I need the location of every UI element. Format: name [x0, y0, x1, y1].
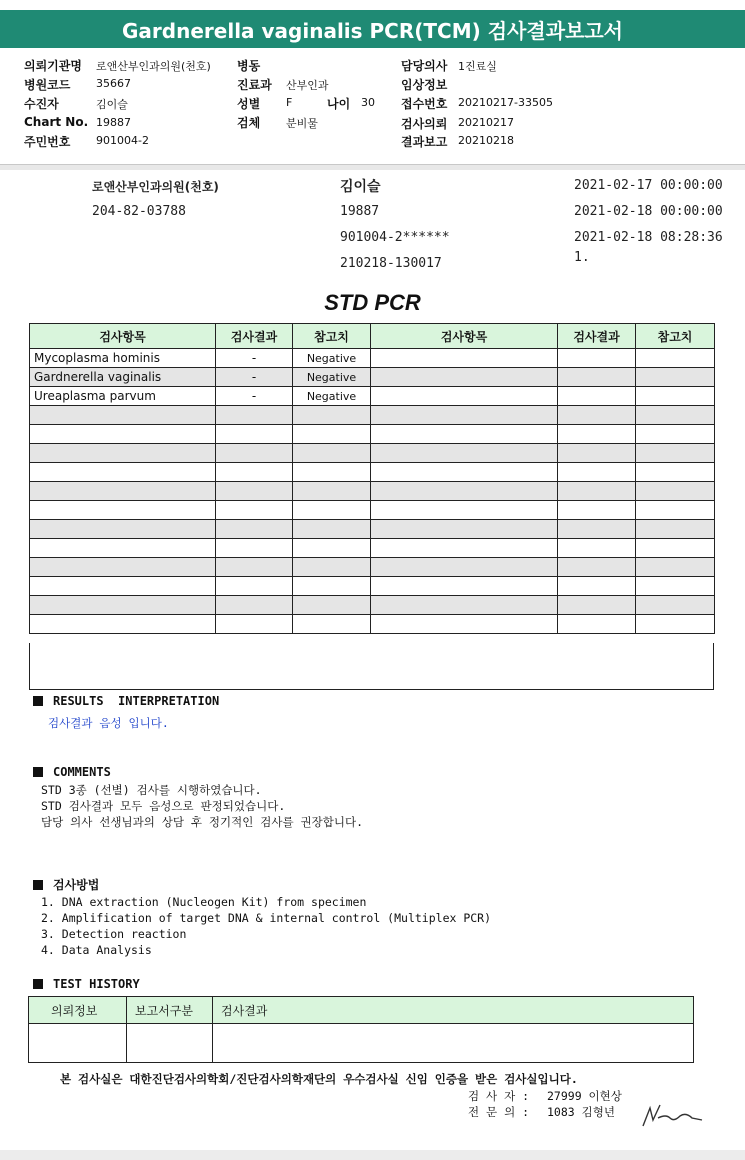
empty-cell [371, 577, 558, 596]
empty-cell [558, 425, 636, 444]
header-label: 임상정보 [401, 78, 448, 92]
table-row [30, 596, 715, 615]
examiner-value: 27999 이현상 [547, 1089, 622, 1103]
empty-cell [371, 463, 558, 482]
header-value: 19887 [96, 116, 131, 129]
section-title: STD PCR [324, 290, 421, 315]
test-history-heading [33, 977, 140, 991]
empty-cell [216, 406, 293, 425]
header-label: 병원코드 [24, 78, 71, 92]
empty-cell [216, 425, 293, 444]
square-bullet-icon [33, 696, 43, 706]
header-label: 검사의뢰 [401, 117, 448, 131]
header-value: 20210217-33505 [458, 96, 553, 109]
empty-cell [30, 425, 216, 444]
header-value: 901004-2 [96, 134, 149, 147]
test-result: - [216, 349, 293, 368]
certification-text: 본 검사실은 대한진단검사의학회/진단검사의학재단의 우수검사실 신임 인증을 받은 검사실입니다. [60, 1072, 578, 1086]
empty-cell [558, 558, 636, 577]
column-header: 검사항목 [371, 324, 558, 349]
method-line: 4. Data Analysis [41, 943, 152, 957]
column-header: 검사결과 [558, 324, 636, 349]
table-row [30, 406, 715, 425]
empty-cell [293, 596, 371, 615]
results-interpretation-title: RESULTS INTERPRETATION [53, 694, 220, 708]
comments-title: COMMENTS [53, 765, 111, 779]
table-row [30, 387, 715, 406]
empty-cell [216, 577, 293, 596]
comment-line: STD 검사결과 모두 음성으로 판정되었습니다. [41, 799, 286, 813]
test-item: Mycoplasma hominis [30, 349, 216, 368]
table-row [30, 501, 715, 520]
report-title: Gardnerella vaginalis PCR(TCM) 검사결과보고서 [0, 10, 745, 48]
table-row [29, 1024, 694, 1063]
table-row [30, 444, 715, 463]
header-label: Chart No. [24, 115, 89, 129]
result-table-header [30, 324, 715, 349]
empty-cell [30, 501, 216, 520]
patient-chart: 19887 [340, 204, 380, 219]
empty-cell [636, 577, 715, 596]
table-row [30, 520, 715, 539]
comment-line: STD 3종 (선별) 검사를 시행하였습니다. [41, 783, 262, 797]
empty-cell [293, 615, 371, 634]
empty-cell [636, 596, 715, 615]
header-value: 1진료실 [458, 60, 497, 73]
empty-cell [636, 615, 715, 634]
empty-cell [558, 615, 636, 634]
empty-cell [636, 406, 715, 425]
square-bullet-icon [33, 880, 43, 890]
empty-cell [371, 425, 558, 444]
patient-id: 901004-2****** [340, 230, 450, 245]
empty-cell [558, 368, 636, 387]
table-row [30, 425, 715, 444]
empty-cell [558, 596, 636, 615]
column-header: 참고치 [636, 324, 715, 349]
date-requested: 2021-02-18 00:00:00 [574, 204, 723, 219]
header-label: 결과보고 [401, 135, 448, 149]
method-line: 3. Detection reaction [41, 927, 187, 941]
header-value: F [286, 96, 293, 109]
table-row [30, 539, 715, 558]
empty-cell [371, 596, 558, 615]
empty-cell [293, 425, 371, 444]
header-divider [0, 164, 745, 170]
empty-cell [636, 387, 715, 406]
empty-cell [636, 463, 715, 482]
table-row [30, 463, 715, 482]
empty-cell [293, 539, 371, 558]
header-value: 김이슬 [96, 98, 128, 111]
result-table-footer-box [29, 643, 714, 690]
clinic-number: 204-82-03788 [92, 204, 186, 219]
empty-cell [293, 444, 371, 463]
empty-cell [30, 520, 216, 539]
empty-cell [216, 615, 293, 634]
column-header: 의뢰정보 [29, 997, 127, 1024]
table-row [30, 577, 715, 596]
table-row [30, 482, 715, 501]
empty-cell [371, 368, 558, 387]
results-interpretation-text: 검사결과 음성 입니다. [48, 716, 169, 730]
method-title: 검사방법 [53, 878, 100, 892]
column-header: 검사결과 [216, 324, 293, 349]
empty-cell [636, 501, 715, 520]
header-value: 20210217 [458, 116, 514, 129]
square-bullet-icon [33, 979, 43, 989]
empty-cell [636, 425, 715, 444]
empty-cell [636, 558, 715, 577]
column-header: 검사결과 [213, 997, 694, 1024]
examiner-label: 검 사 자 : [468, 1089, 530, 1103]
empty-cell [371, 615, 558, 634]
column-header: 보고서구분 [127, 997, 213, 1024]
empty-cell [293, 406, 371, 425]
empty-cell [216, 558, 293, 577]
empty-cell [371, 501, 558, 520]
sample-number: 210218-130017 [340, 256, 442, 271]
test-history-title: TEST HISTORY [53, 977, 140, 991]
empty-cell [636, 520, 715, 539]
column-header: 검사항목 [30, 324, 216, 349]
empty-cell [216, 596, 293, 615]
empty-cell [558, 349, 636, 368]
header-label: 수진자 [24, 97, 59, 111]
reference-value: Negative [293, 349, 371, 368]
table-row [30, 615, 715, 634]
date-reported: 2021-02-18 08:28:36 [574, 230, 723, 245]
test-result: - [216, 387, 293, 406]
empty-cell [371, 482, 558, 501]
empty-cell [636, 349, 715, 368]
patient-name: 김이슬 [340, 179, 381, 195]
empty-cell [558, 482, 636, 501]
empty-cell [30, 615, 216, 634]
empty-cell [371, 349, 558, 368]
empty-cell [558, 520, 636, 539]
test-item: Gardnerella vaginalis [30, 368, 216, 387]
method-heading [33, 876, 99, 893]
empty-cell [293, 577, 371, 596]
header-value: 산부인과 [286, 79, 329, 92]
empty-cell [30, 558, 216, 577]
empty-cell [293, 520, 371, 539]
age-label: 나이 [327, 97, 351, 111]
empty-cell [30, 406, 216, 425]
empty-cell [216, 539, 293, 558]
header-value: 20210218 [458, 134, 514, 147]
comment-line: 담당 의사 선생님과의 상담 후 정기적인 검사를 권장합니다. [41, 815, 364, 829]
empty-cell [558, 577, 636, 596]
method-line: 1. DNA extraction (Nucleogen Kit) from specimen [41, 895, 367, 909]
history-table-header [29, 997, 694, 1024]
table-row [30, 368, 715, 387]
header-label: 접수번호 [401, 97, 448, 111]
empty-cell [30, 444, 216, 463]
test-result: - [216, 368, 293, 387]
empty-cell [293, 501, 371, 520]
empty-cell [216, 463, 293, 482]
specialist-label: 전 문 의 : [468, 1105, 530, 1119]
header-label: 담당의사 [401, 59, 448, 73]
empty-cell [558, 406, 636, 425]
header-value: 분비물 [286, 117, 318, 130]
empty-cell [30, 463, 216, 482]
header-value: 35667 [96, 77, 131, 90]
header-label: 성별 [237, 97, 261, 111]
empty-cell [30, 596, 216, 615]
date-received: 2021-02-17 00:00:00 [574, 178, 723, 193]
specialist-value: 1083 김형년 [547, 1105, 615, 1119]
empty-cell [216, 501, 293, 520]
empty-cell [636, 368, 715, 387]
empty-cell [213, 1024, 694, 1063]
comments-heading [33, 765, 111, 779]
date-reported-tail: 1. [574, 250, 590, 265]
reference-value: Negative [293, 387, 371, 406]
page-bottom-bar [0, 1150, 745, 1160]
header-label: 검체 [237, 116, 261, 130]
empty-cell [30, 539, 216, 558]
result-table [29, 323, 715, 634]
empty-cell [371, 444, 558, 463]
clinic-name: 로앤산부인과의원(천호) [92, 180, 219, 194]
test-history-table [28, 996, 694, 1063]
header-label: 병동 [237, 59, 261, 73]
test-item: Ureaplasma parvum [30, 387, 216, 406]
empty-cell [371, 406, 558, 425]
reference-value: Negative [293, 368, 371, 387]
empty-cell [558, 501, 636, 520]
header-label: 진료과 [237, 78, 272, 92]
empty-cell [371, 387, 558, 406]
empty-cell [293, 482, 371, 501]
empty-cell [558, 463, 636, 482]
empty-cell [29, 1024, 127, 1063]
empty-cell [371, 539, 558, 558]
column-header: 참고치 [293, 324, 371, 349]
empty-cell [636, 539, 715, 558]
empty-cell [293, 558, 371, 577]
empty-cell [371, 520, 558, 539]
empty-cell [30, 577, 216, 596]
signature-icon [640, 1100, 704, 1130]
header-label: 주민번호 [24, 135, 71, 149]
empty-cell [636, 482, 715, 501]
empty-cell [30, 482, 216, 501]
header-label: 의뢰기관명 [24, 59, 82, 73]
empty-cell [636, 444, 715, 463]
results-interpretation-heading [33, 694, 219, 708]
empty-cell [558, 387, 636, 406]
empty-cell [558, 539, 636, 558]
empty-cell [127, 1024, 213, 1063]
table-row [30, 558, 715, 577]
empty-cell [216, 444, 293, 463]
empty-cell [216, 520, 293, 539]
empty-cell [293, 463, 371, 482]
table-row [30, 349, 715, 368]
report-header [0, 52, 745, 164]
age-value: 30 [361, 96, 375, 109]
header-value: 로앤산부인과의원(천호) [96, 60, 211, 73]
empty-cell [558, 444, 636, 463]
empty-cell [371, 558, 558, 577]
empty-cell [216, 482, 293, 501]
method-line: 2. Amplification of target DNA & internal control (Multiplex PCR) [41, 911, 492, 925]
square-bullet-icon [33, 767, 43, 777]
